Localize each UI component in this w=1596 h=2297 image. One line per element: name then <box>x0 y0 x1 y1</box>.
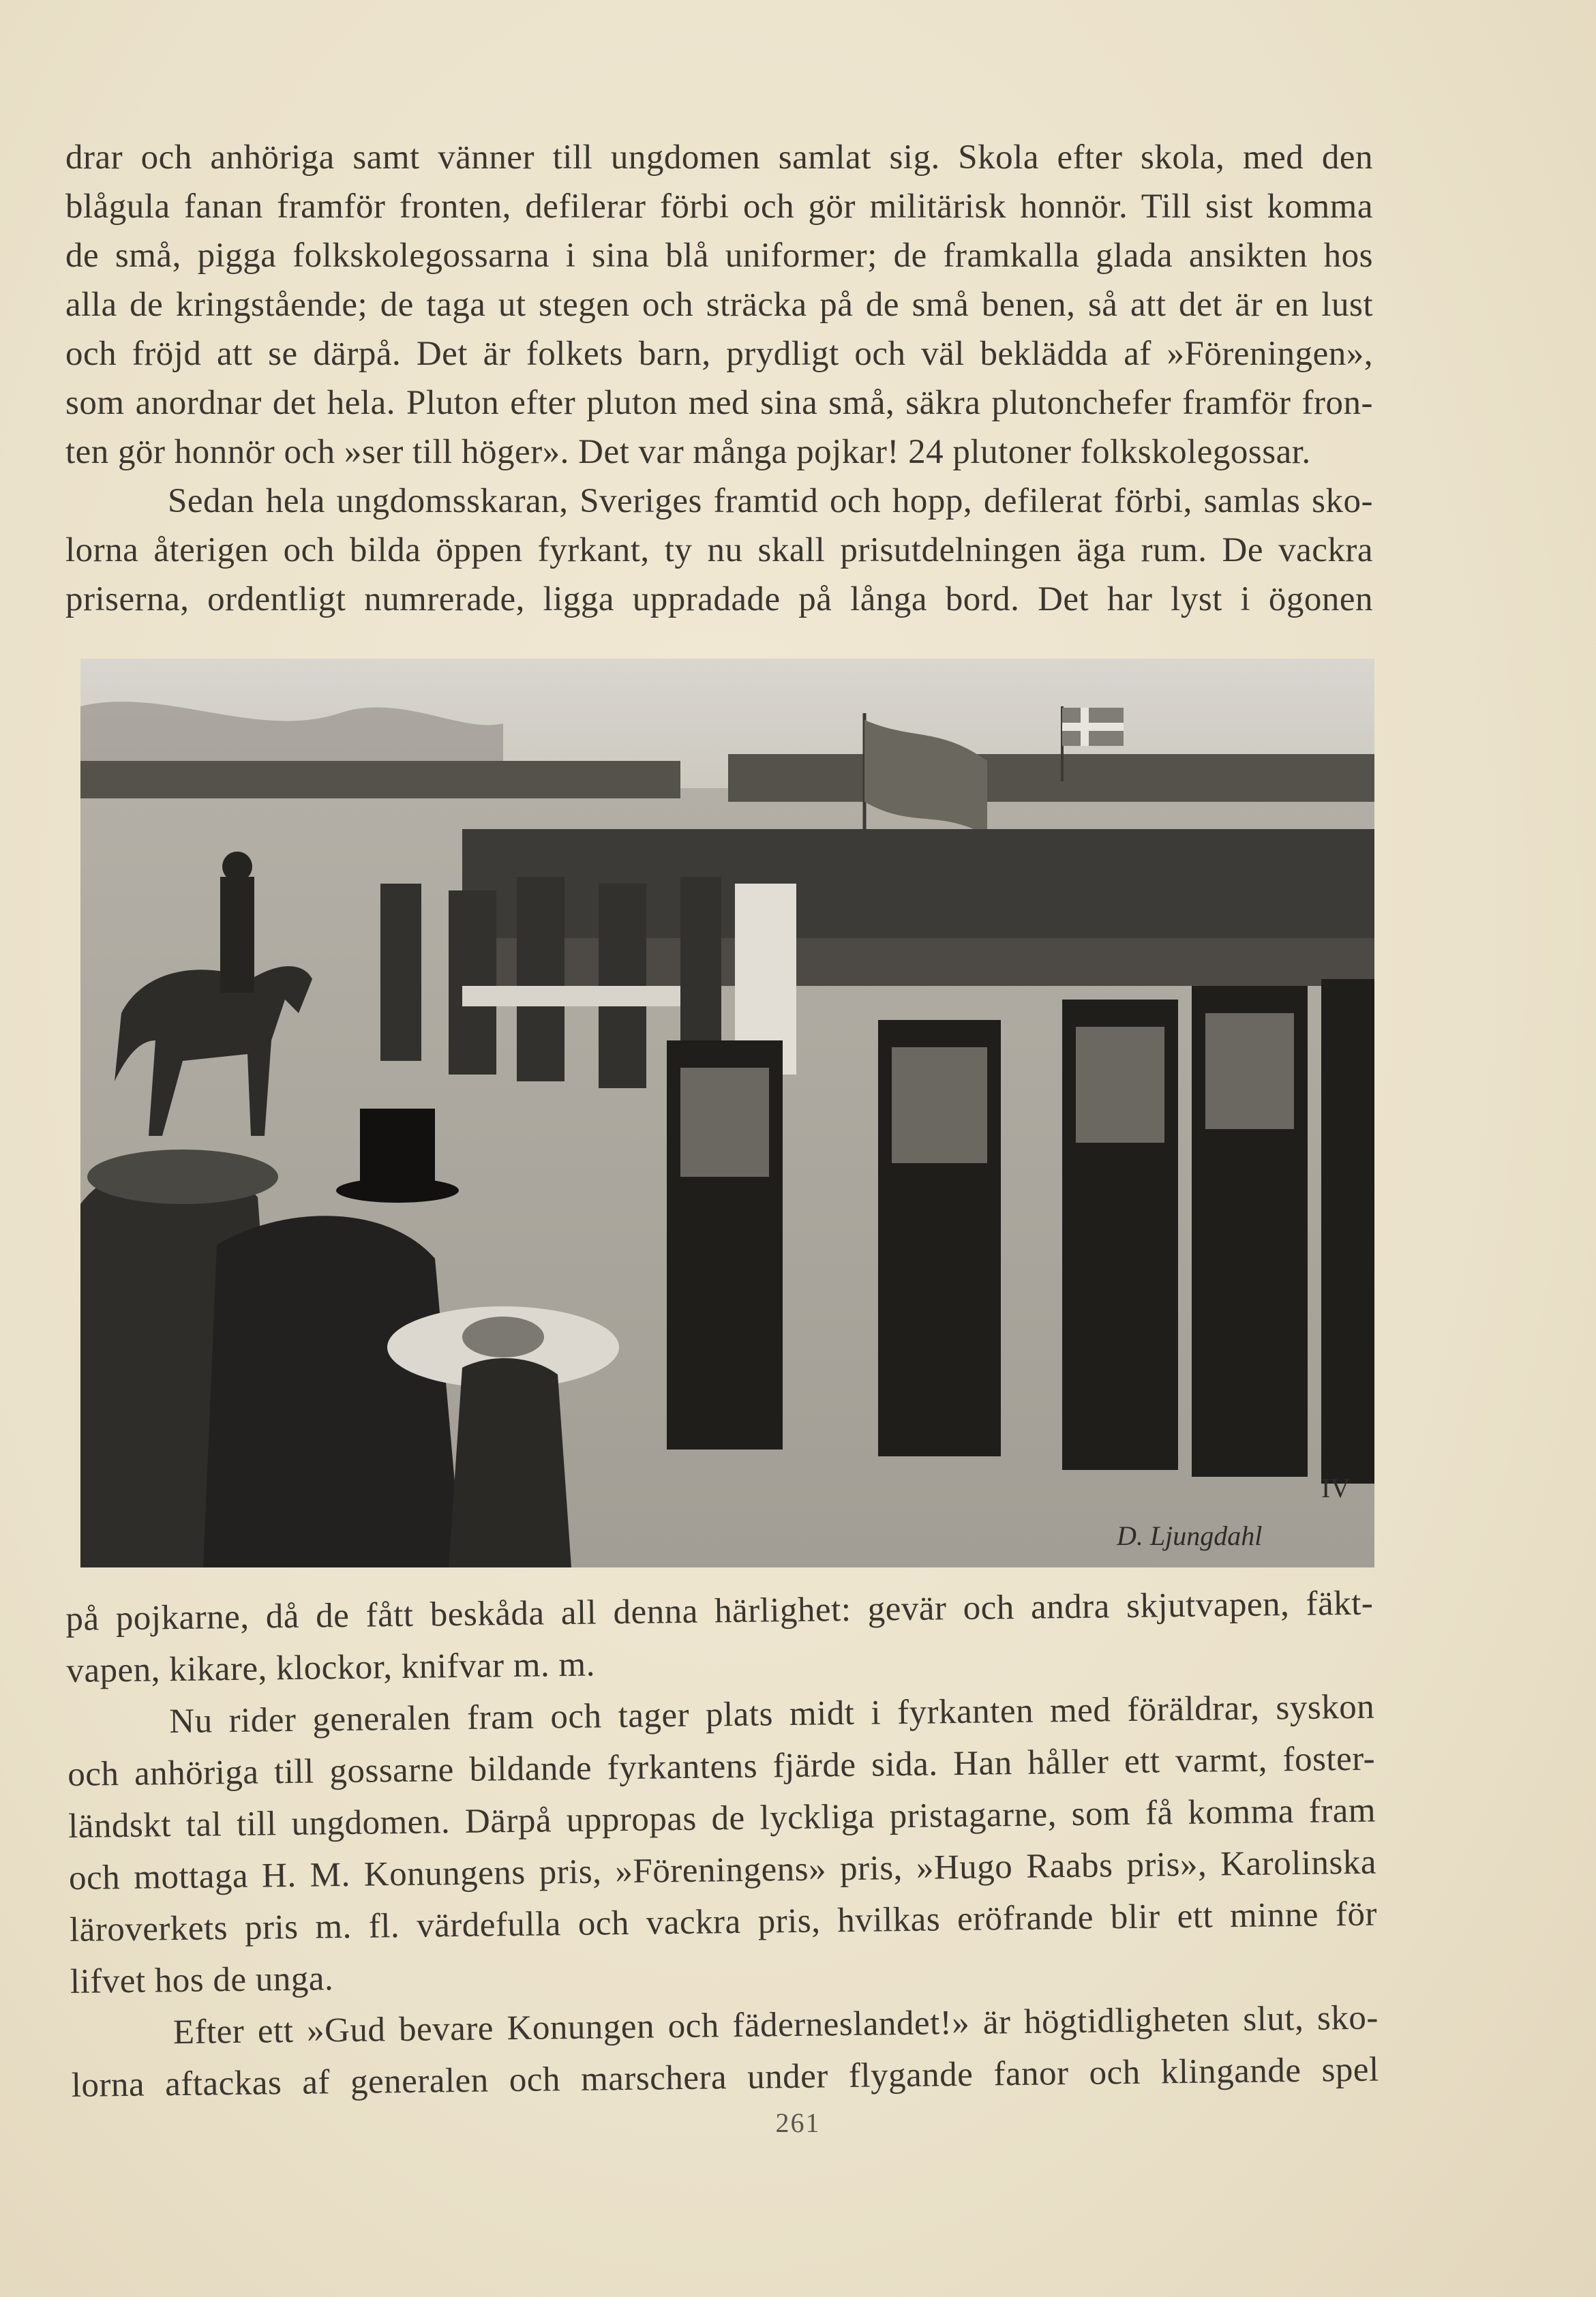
text-line: vapen, kikare, klockor, knifvar m. m. <box>66 1645 596 1690</box>
text-line: som anordnar det hela. Pluton efter pluton med sina små, säkra plutonchefer framför fron- <box>65 384 1373 422</box>
parade-scene-drawing <box>80 659 1374 1567</box>
text-line: lorna återigen och bilda öppen fyrkant, ty nu skall prisutdelningen äga rum. De vackra <box>65 531 1373 569</box>
page-number: 261 <box>775 2107 821 2138</box>
text-line: priserna, ordentligt numrerade, ligga uppradade på långa bord. Det har lyst i ögonen <box>65 580 1373 618</box>
top-text-block <box>65 133 1373 624</box>
text-line: på pojkarne, då de fått beskåda all denna härlighet: gevär och andra skjutvapen, fäkt- <box>65 1584 1374 1638</box>
text-line: de små, pigga folkskolegossarna i sina blå uniformer; de framkalla glada ansikten hos <box>65 237 1373 275</box>
text-line: läroverkets pris m. fl. värdefulla och vackra pris, hvilkas eröfrande blir ett minne för <box>69 1895 1378 1949</box>
text-line: och anhöriga till gossarne bildande fyrkantens fjärde sida. Han håller ett varmt, foster- <box>67 1739 1376 1794</box>
text-line: och fröjd att se därpå. Det är folkets barn, prydligt och väl beklädda af »Föreningen», <box>65 335 1373 373</box>
bottom-text-block <box>65 1578 1379 2112</box>
text-line: drar och anhöriga samt vänner till ungdomen samlat sig. Skola efter skola, med den <box>65 138 1373 177</box>
text-line: ländskt tal till ungdomen. Därpå uppropas de lyckliga pristagarne, som få komma fram <box>67 1791 1376 1846</box>
text-line: ten gör honnör och »ser till höger». Det var många pojkar! 24 plutoner folkskolegossar. <box>65 433 1311 471</box>
text-line: Nu rider generalen fram och tager plats midt i fyrkanten med föräldrar, syskon <box>168 1687 1375 1741</box>
engraver-monogram: IV <box>1321 1473 1351 1503</box>
text-line: lifvet hos de unga. <box>70 1960 334 2001</box>
artist-signature: D. Ljungdahl <box>1117 1520 1263 1551</box>
text-line: lorna aftackas af generalen och marschera under flygande fanor och klingande spel <box>71 2050 1380 2105</box>
text-line: Efter ett »Gud bevare Konungen och fäderneslandet!» är högtidligheten slut, sko- <box>172 1998 1379 2052</box>
text-line: och mottaga H. M. Konungens pris, »Föreningens» pris, »Hugo Raabs pris», Karolinska <box>68 1843 1377 1897</box>
text-line: alla de kringstående; de taga ut stegen och sträcka på de små benen, så att det är en lust <box>65 286 1373 324</box>
text-line: Sedan hela ungdomsskaran, Sveriges framtid och hopp, defilerat förbi, samlas sko- <box>168 482 1373 520</box>
engraving-illustration <box>80 659 1374 1567</box>
text-line: blågula fanan framför fronten, defilerar förbi och gör militärisk honnör. Till sist komma <box>65 187 1373 226</box>
